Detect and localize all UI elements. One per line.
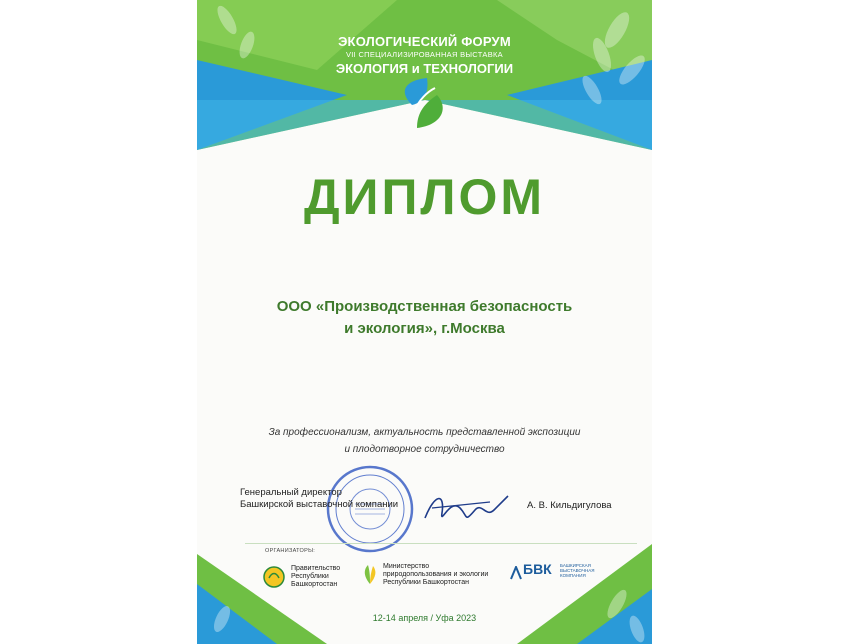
- org1-line-3: Башкортостан: [291, 581, 338, 588]
- exhibition-subtitle: VII СПЕЦИАЛИЗИРОВАННАЯ ВЫСТАВКА: [346, 50, 503, 59]
- award-reason: [217, 424, 632, 458]
- reason-line-1: За профессионализм, актуальность представленной экспозиции: [268, 427, 581, 438]
- signature: [420, 488, 512, 533]
- org2-line-3: Республики Башкортостан: [383, 579, 470, 586]
- org2-line-2: природопользования и экологии: [383, 571, 489, 578]
- org1-line-1: Правительство: [291, 565, 341, 572]
- organizers-label: ОРГАНИЗАТОРЫ:: [265, 548, 316, 554]
- director-name: А. В. Кильдигулова: [527, 500, 612, 511]
- event-date: 12-14 апреля / Уфа 2023: [372, 613, 477, 623]
- footer-decoration: [197, 534, 652, 644]
- director-title: [240, 487, 398, 511]
- diploma-sheet: [197, 0, 652, 644]
- recipient-name: [217, 296, 632, 340]
- forum-title: ЭКОЛОГИЧЕСКИЙ ФОРУМ: [338, 34, 511, 49]
- organizer-bvk: БВК: [523, 561, 552, 577]
- bvk-sub-line-1: БАШКИРСКАЯ: [560, 563, 591, 568]
- director-title-line-1: Генеральный директор: [240, 487, 342, 498]
- director-title-line-2: Башкирской выставочной компании: [240, 499, 399, 510]
- recipient-line-2: и экология», г.Москва: [344, 320, 505, 337]
- reason-line-2: и плодотворное сотрудничество: [344, 444, 505, 455]
- org2-line-1: Министерство: [383, 563, 430, 570]
- recipient-line-1: ООО «Производственная безопасность: [276, 298, 573, 315]
- diploma-heading: ДИПЛОМ: [303, 169, 546, 225]
- org1-line-2: Республики: [291, 573, 329, 580]
- bvk-sub-line-2: ВЫСТАВОЧНАЯ: [560, 568, 595, 573]
- exhibition-name: ЭКОЛОГИЯ и ТЕХНОЛОГИИ: [335, 61, 514, 76]
- bvk-sub-line-3: КОМПАНИЯ: [560, 573, 586, 578]
